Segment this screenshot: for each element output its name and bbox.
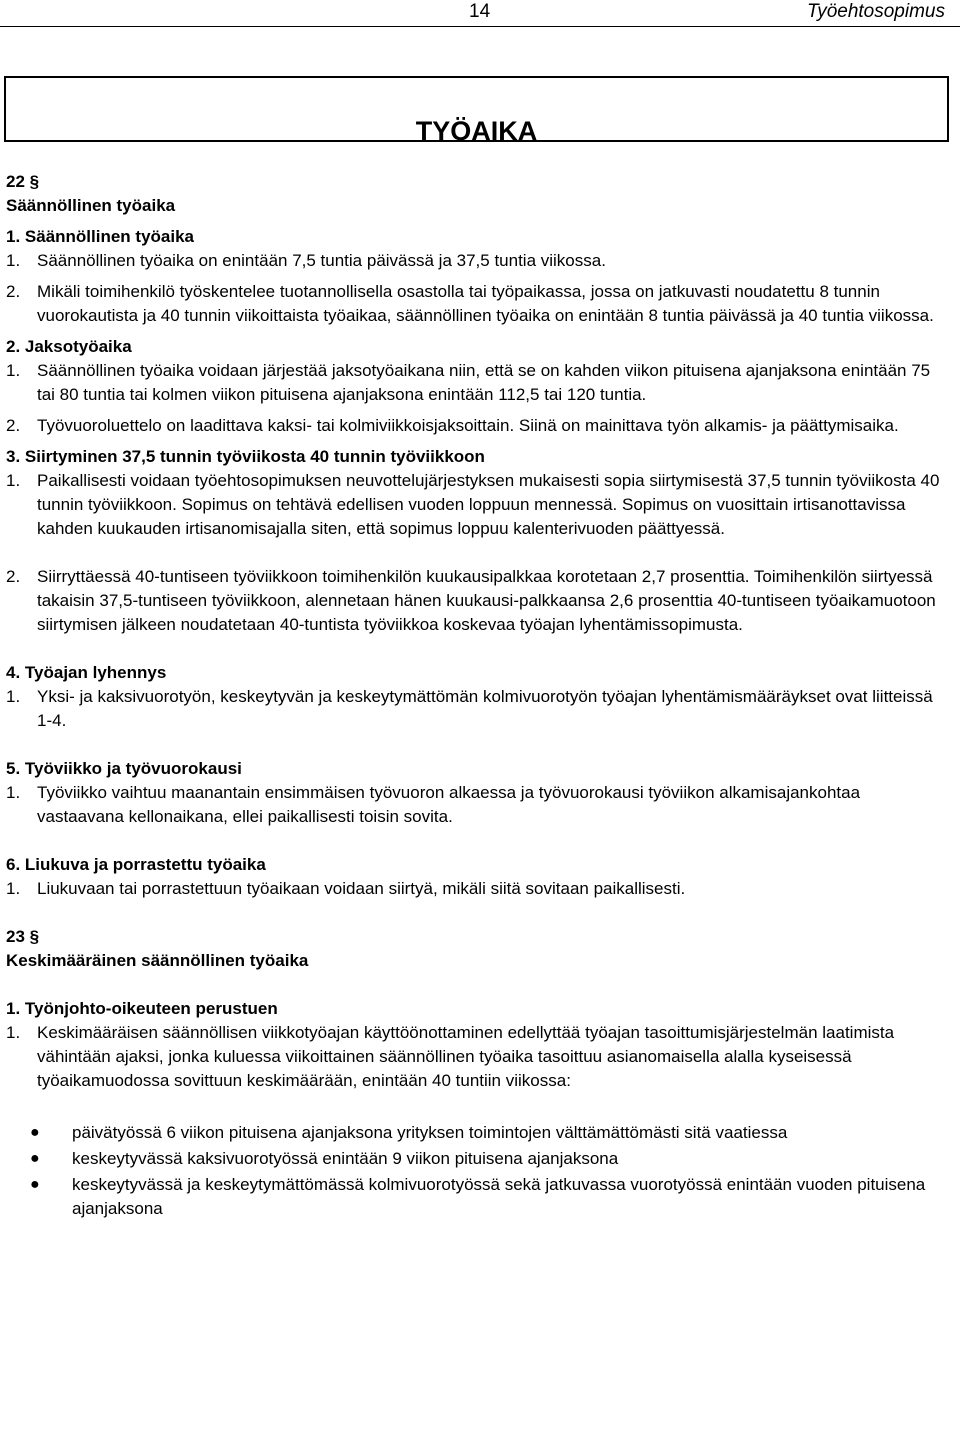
item-text: Keskimääräisen säännöllisen viikkotyöajan käyttöönottaminen edellyttää työajan tasoittumisjärjestelmän laatimista vähintään ajaksi, jonka kuluessa viikoittainen säännöllinen työaika tasoittuu asianomaisella alalla kyseisessä työaikamuodossa sovittuun keskimäärään, enintään 40 tuntiin viikossa: <box>37 1023 895 1090</box>
subsection-heading: 3. Siirtyminen 37,5 tunnin työviikosta 40 tunnin työviikkoon <box>6 447 485 466</box>
bullet-text: keskeytyvässä kaksivuorotyössä enintään 9 viikon pituisena ajanjaksona <box>72 1149 619 1168</box>
list-item <box>6 359 946 407</box>
section-number: 23 <box>6 927 25 946</box>
subsection-heading: 6. Liukuva ja porrastettu työaika <box>6 855 266 874</box>
list-item <box>6 469 946 541</box>
subsection-heading: 5. Työviikko ja työvuorokausi <box>6 759 242 778</box>
page-header <box>0 0 960 27</box>
item-number: 1. <box>6 361 21 380</box>
item-text: Liukuvaan tai porrastettuun työaikaan voidaan siirtyä, mikäli siitä sovitaan paikallisesti. <box>37 879 686 898</box>
item-text: Työvuoroluettelo on laadittava kaksi- tai kolmiviikkoisjaksoittain. Siinä on mainittava työn alkamis- ja päättymisaika. <box>37 416 899 435</box>
bullet-item <box>6 1173 946 1221</box>
item-text: Paikallisesti voidaan työehtosopimuksen neuvottelujärjestyksen mukaisesti sopia siirtymisestä 37,5 tunnin työviikosta 40 tunnin työviikkoon. Sopimus on tehtävä edellisen vuoden loppuun mennessä. Sopimus on vuosittain irtisanottavissa kahden kuukauden irtisanomisajalla siten, että sopimus loppuu kalenterivuoden päättyessä. <box>37 471 940 538</box>
chapter-title-box <box>4 76 949 146</box>
bullet-list <box>6 1121 946 1221</box>
item-text: Mikäli toimihenkilö työskentelee tuotannollisella osastolla tai työpaikassa, jossa on jatkuvasti noudatettu 8 tunnin vuorokautista ja 40 tunnin viikoittaista työaikaa, säännöllinen työaika on enintään 8 tuntia päivässä ja 40 tuntia viikossa. <box>37 282 934 325</box>
document-body <box>6 170 946 1223</box>
list-item <box>6 280 946 328</box>
bullet-icon: ● <box>30 1150 40 1167</box>
item-number: 2. <box>6 282 21 301</box>
item-number: 1. <box>6 471 21 490</box>
list-item <box>6 249 946 273</box>
list-item <box>6 685 946 733</box>
page-number: 14 <box>469 1 491 22</box>
item-text: Yksi- ja kaksivuorotyön, keskeytyvän ja keskeytymättömän kolmivuorotyön työajan lyhentämismääräykset ovat liitteissä 1-4. <box>37 687 933 730</box>
item-number: 1. <box>6 879 21 898</box>
subsection-heading: 1. Säännöllinen työaika <box>6 227 195 246</box>
list-item <box>6 565 946 637</box>
item-number: 1. <box>6 687 21 706</box>
section-23-title: Keskimääräinen säännöllinen työaika <box>6 951 309 970</box>
header-document-title: Työehtosopimus <box>807 1 945 22</box>
section-23-number <box>6 925 946 949</box>
bullet-item <box>6 1147 946 1171</box>
subsection-heading: 1. Työnjohto-oikeuteen perustuen <box>6 999 278 1018</box>
section-number: 22 <box>6 172 25 191</box>
item-number: 1. <box>6 1023 21 1042</box>
item-text: Työviikko vaihtuu maanantain ensimmäisen työvuoron alkaessa ja työvuorokausi työviikon alkamisajankohtaa vastaavana kellonaikana, ellei paikallisesti toisin sovita. <box>37 783 861 826</box>
subsection-heading: 4. Työajan lyhennys <box>6 663 167 682</box>
item-number: 1. <box>6 251 21 270</box>
list-item <box>6 781 946 829</box>
bullet-icon: ● <box>30 1176 40 1193</box>
subsection-heading: 2. Jaksotyöaika <box>6 337 132 356</box>
section-sign: § <box>29 927 40 946</box>
item-number: 2. <box>6 567 21 586</box>
item-text: Säännöllinen työaika on enintään 7,5 tuntia päivässä ja 37,5 tuntia viikossa. <box>37 251 606 270</box>
chapter-title: TYÖAIKA <box>415 116 538 146</box>
item-number: 2. <box>6 416 21 435</box>
list-item <box>6 877 946 901</box>
bullet-icon: ● <box>30 1124 40 1141</box>
bullet-text: päivätyössä 6 viikon pituisena ajanjaksona yrityksen toimintojen välttämättömästi sitä vaatiessa <box>72 1123 788 1142</box>
bullet-item <box>6 1121 946 1145</box>
bullet-text: keskeytyvässä ja keskeytymättömässä kolmivuorotyössä sekä jatkuvassa vuorotyössä enintään vuoden pituisena ajanjaksona <box>72 1175 926 1218</box>
item-number: 1. <box>6 783 21 802</box>
section-22-number <box>6 170 946 194</box>
list-item <box>6 1021 946 1093</box>
section-sign: § <box>29 172 40 191</box>
section-22-title: Säännöllinen työaika <box>6 196 176 215</box>
list-item <box>6 414 946 438</box>
item-text: Siirryttäessä 40-tuntiseen työviikkoon toimihenkilön kuukausipalkkaa korotetaan 2,7 prosenttia. Toimihenkilön siirtyessä takaisin 37,5-tuntiseen työviikkoon, alennetaan hänen kuukausi-palkkaansa 2,6 prosenttia 40-tuntiseen työaikamuotoon siirtymisen jälkeen noudatetaan 40-tuntista työviikkoa koskevaa työajan lyhentämissopimusta. <box>37 567 936 634</box>
item-text: Säännöllinen työaika voidaan järjestää jaksotyöaikana niin, että se on kahden viikon pituisena ajanjaksona enintään 75 tai 80 tuntia tai kolmen viikon pituisena ajanjaksona enintään 112,5 tai 120 tuntia. <box>37 361 931 404</box>
